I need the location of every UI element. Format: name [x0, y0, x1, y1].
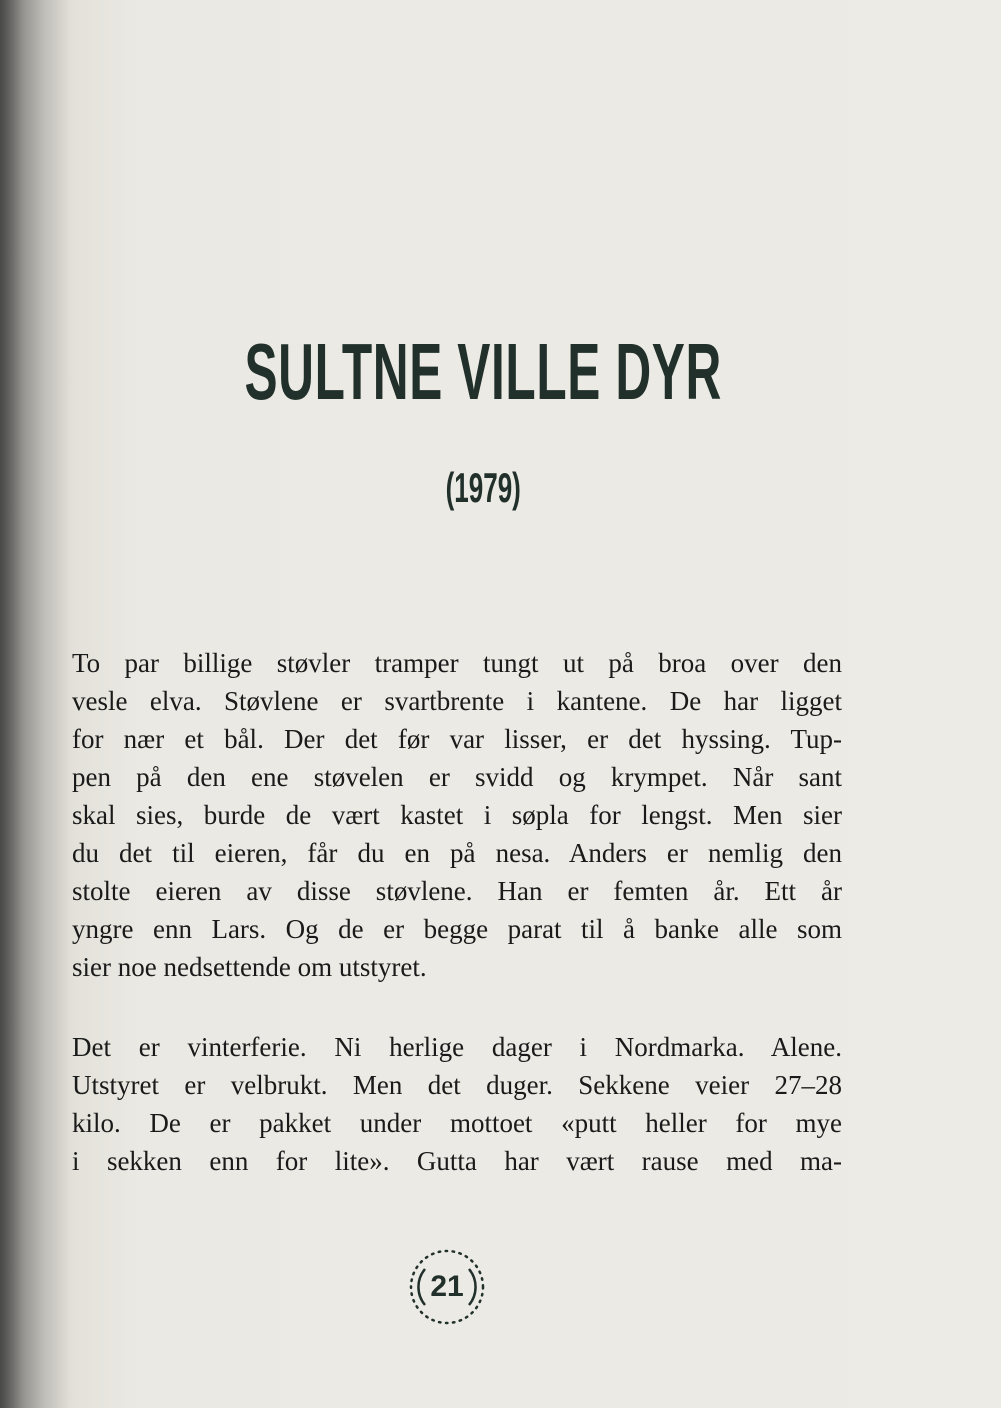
paragraph-1	[72, 644, 842, 986]
text-line: vesle elva. Støvlene er svartbrente i kantene. De har ligget	[72, 686, 842, 716]
chapter-title: SULTNE VILLE DYR	[244, 327, 722, 416]
page-number: 21	[430, 1270, 464, 1303]
text-line: Det er vinterferie. Ni herlige dager i Nordmarka. Alene.	[72, 1032, 842, 1062]
page-number-badge	[405, 1245, 489, 1329]
text-line: sier noe nedsettende om utstyret.	[72, 952, 427, 982]
text-line: kilo. De er pakket under mottoet «putt heller for mye	[72, 1108, 842, 1138]
text-line: skal sies, burde de vært kastet i søpla for lengst. Men sier	[72, 800, 842, 830]
text-line: To par billige støvler tramper tungt ut på broa over den	[72, 648, 842, 678]
text-line: yngre enn Lars. Og de er begge parat til å banke alle som	[72, 914, 842, 944]
chapter-year: (1979)	[445, 464, 521, 511]
text-line: pen på den ene støvelen er svidd og krympet. Når sant	[72, 762, 842, 792]
text-line: stolte eieren av disse støvlene. Han er femten år. Ett år	[72, 876, 842, 906]
text-line: Utstyret er velbrukt. Men det duger. Sekkene veier 27–28	[72, 1070, 842, 1100]
text-line: du det til eieren, får du en på nesa. Anders er nemlig den	[72, 838, 842, 868]
paragraph-2	[72, 1028, 842, 1180]
text-line: for nær et bål. Der det før var lisser, er det hyssing. Tup-	[72, 724, 842, 754]
gutter-shadow	[0, 0, 70, 1408]
text-line: i sekken enn for lite». Gutta har vært rause med ma-	[72, 1146, 842, 1176]
